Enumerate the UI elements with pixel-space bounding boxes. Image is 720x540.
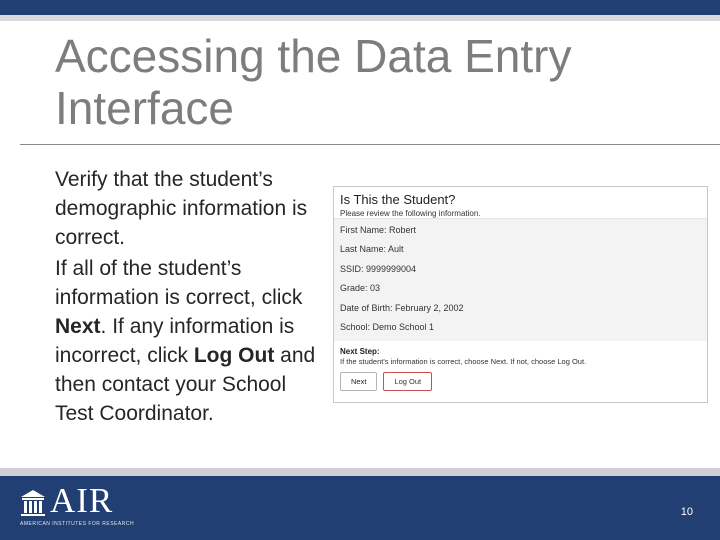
field-first-name: First Name: Robert <box>340 225 417 235</box>
field-last-name: Last Name: Ault <box>340 244 404 255</box>
top-banner <box>0 0 720 15</box>
field-grade: Grade: 03 <box>340 283 381 294</box>
air-logo <box>20 481 135 532</box>
next-button[interactable]: Next <box>340 372 377 391</box>
field-school: School: Demo School 1 <box>340 321 435 332</box>
top-stripe <box>0 15 720 21</box>
next-step-description: If the student's information is correct, choose Next. If not, choose Log Out. <box>340 357 587 366</box>
logo-wordmark: AIR <box>50 481 114 520</box>
slide-title: Accessing the Data Entry Interface <box>55 30 572 134</box>
next-step-section <box>334 341 707 391</box>
student-info-list <box>334 219 707 341</box>
instruction-text-1: If all of the student’s information is correct, click <box>55 257 303 309</box>
action-buttons <box>340 372 701 391</box>
next-step-title: Next Step: <box>340 347 380 356</box>
page-number: 10 <box>680 506 693 518</box>
field-ssid: SSID: 9999999004 <box>340 263 417 274</box>
panel-title: Is This the Student? <box>340 192 456 207</box>
instruction-text-2: . If any information is incorrect, click <box>55 315 295 367</box>
logout-emphasis: Log Out <box>193 344 275 367</box>
footer-bar <box>0 476 720 540</box>
panel-header <box>334 187 707 219</box>
title-divider <box>20 144 720 145</box>
next-emphasis: Next <box>55 315 101 338</box>
instruction-text-3: and then contact your School Test Coordinator. <box>55 344 316 425</box>
bottom-stripe <box>0 468 720 476</box>
field-date-of-birth: Date of Birth: February 2, 2002 <box>340 302 464 313</box>
slide-body <box>55 165 325 430</box>
instruction-action <box>55 254 325 428</box>
student-verification-panel <box>333 186 708 403</box>
air-building-icon <box>20 489 46 517</box>
logo-tagline: AMERICAN INSTITUTES FOR RESEARCH <box>20 521 135 527</box>
logout-button[interactable]: Log Out <box>383 372 432 391</box>
panel-subtitle: Please review the following information. <box>340 209 481 218</box>
instruction-verify: Verify that the student’s demographic information is correct. <box>55 168 308 249</box>
